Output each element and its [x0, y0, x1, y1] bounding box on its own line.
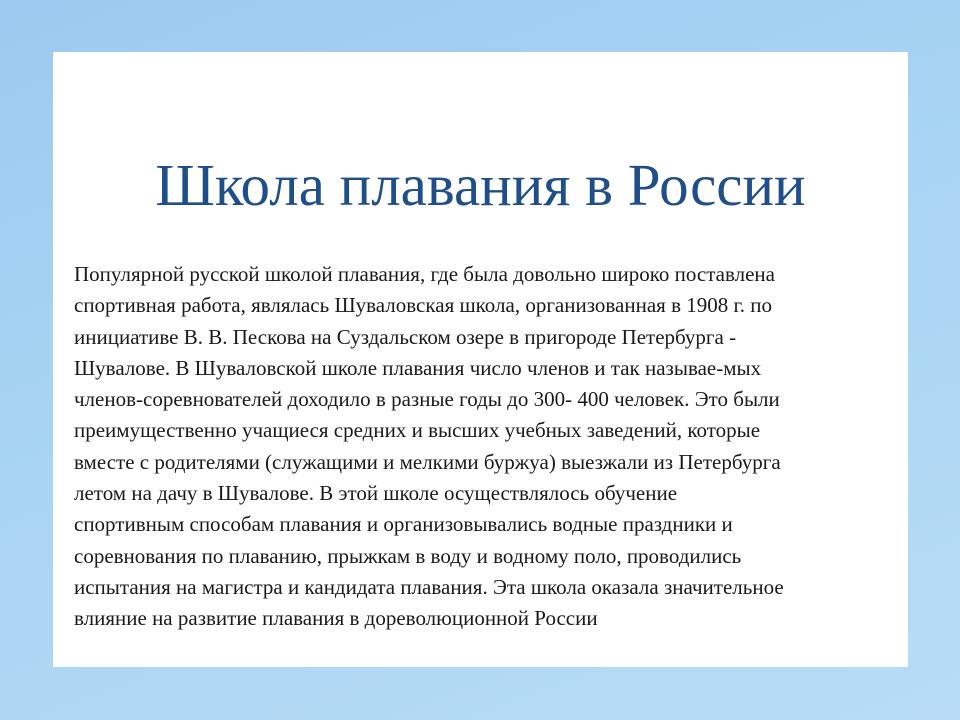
body-line: членов-соревнователей доходило в разные годы до 300- 400 человек. Это были	[74, 387, 780, 412]
slide-title: Школа плавания в России	[155, 152, 806, 218]
body-line: спортивная работа, являлась Шуваловская школа, организованная в 1908 г. по	[74, 293, 772, 318]
body-line: влияние на развитие плавания в дореволюционной России	[74, 606, 598, 631]
body-line: вместе с родителями (служащими и мелкими буржуа) выезжали из Петербурга	[74, 449, 781, 474]
slide-content-card	[53, 52, 908, 667]
body-line: спортивным способам плавания и организовывались водные праздники и	[74, 512, 733, 537]
body-line: Популярной русской школой плавания, где была довольно широко поставлена	[74, 262, 775, 286]
slide-body-text	[74, 259, 889, 635]
body-line: испытания на магистра и кандидата плавания. Эта школа оказала значительное	[74, 574, 784, 599]
body-line: инициативе В. В. Пескова на Суздальском озере в пригороде Петербурга -	[74, 324, 737, 349]
body-line: летом на дачу в Шувалове. В этой школе осуществлялось обучение	[74, 481, 678, 506]
body-line: соревнования по плаванию, прыжкам в воду и водному поло, проводились	[74, 543, 742, 568]
body-line: Шувалове. В Шуваловской школе плавания число членов и так называе-мых	[74, 355, 762, 380]
body-line: преимущественно учащиеся средних и высших учебных заведений, которые	[74, 418, 761, 443]
